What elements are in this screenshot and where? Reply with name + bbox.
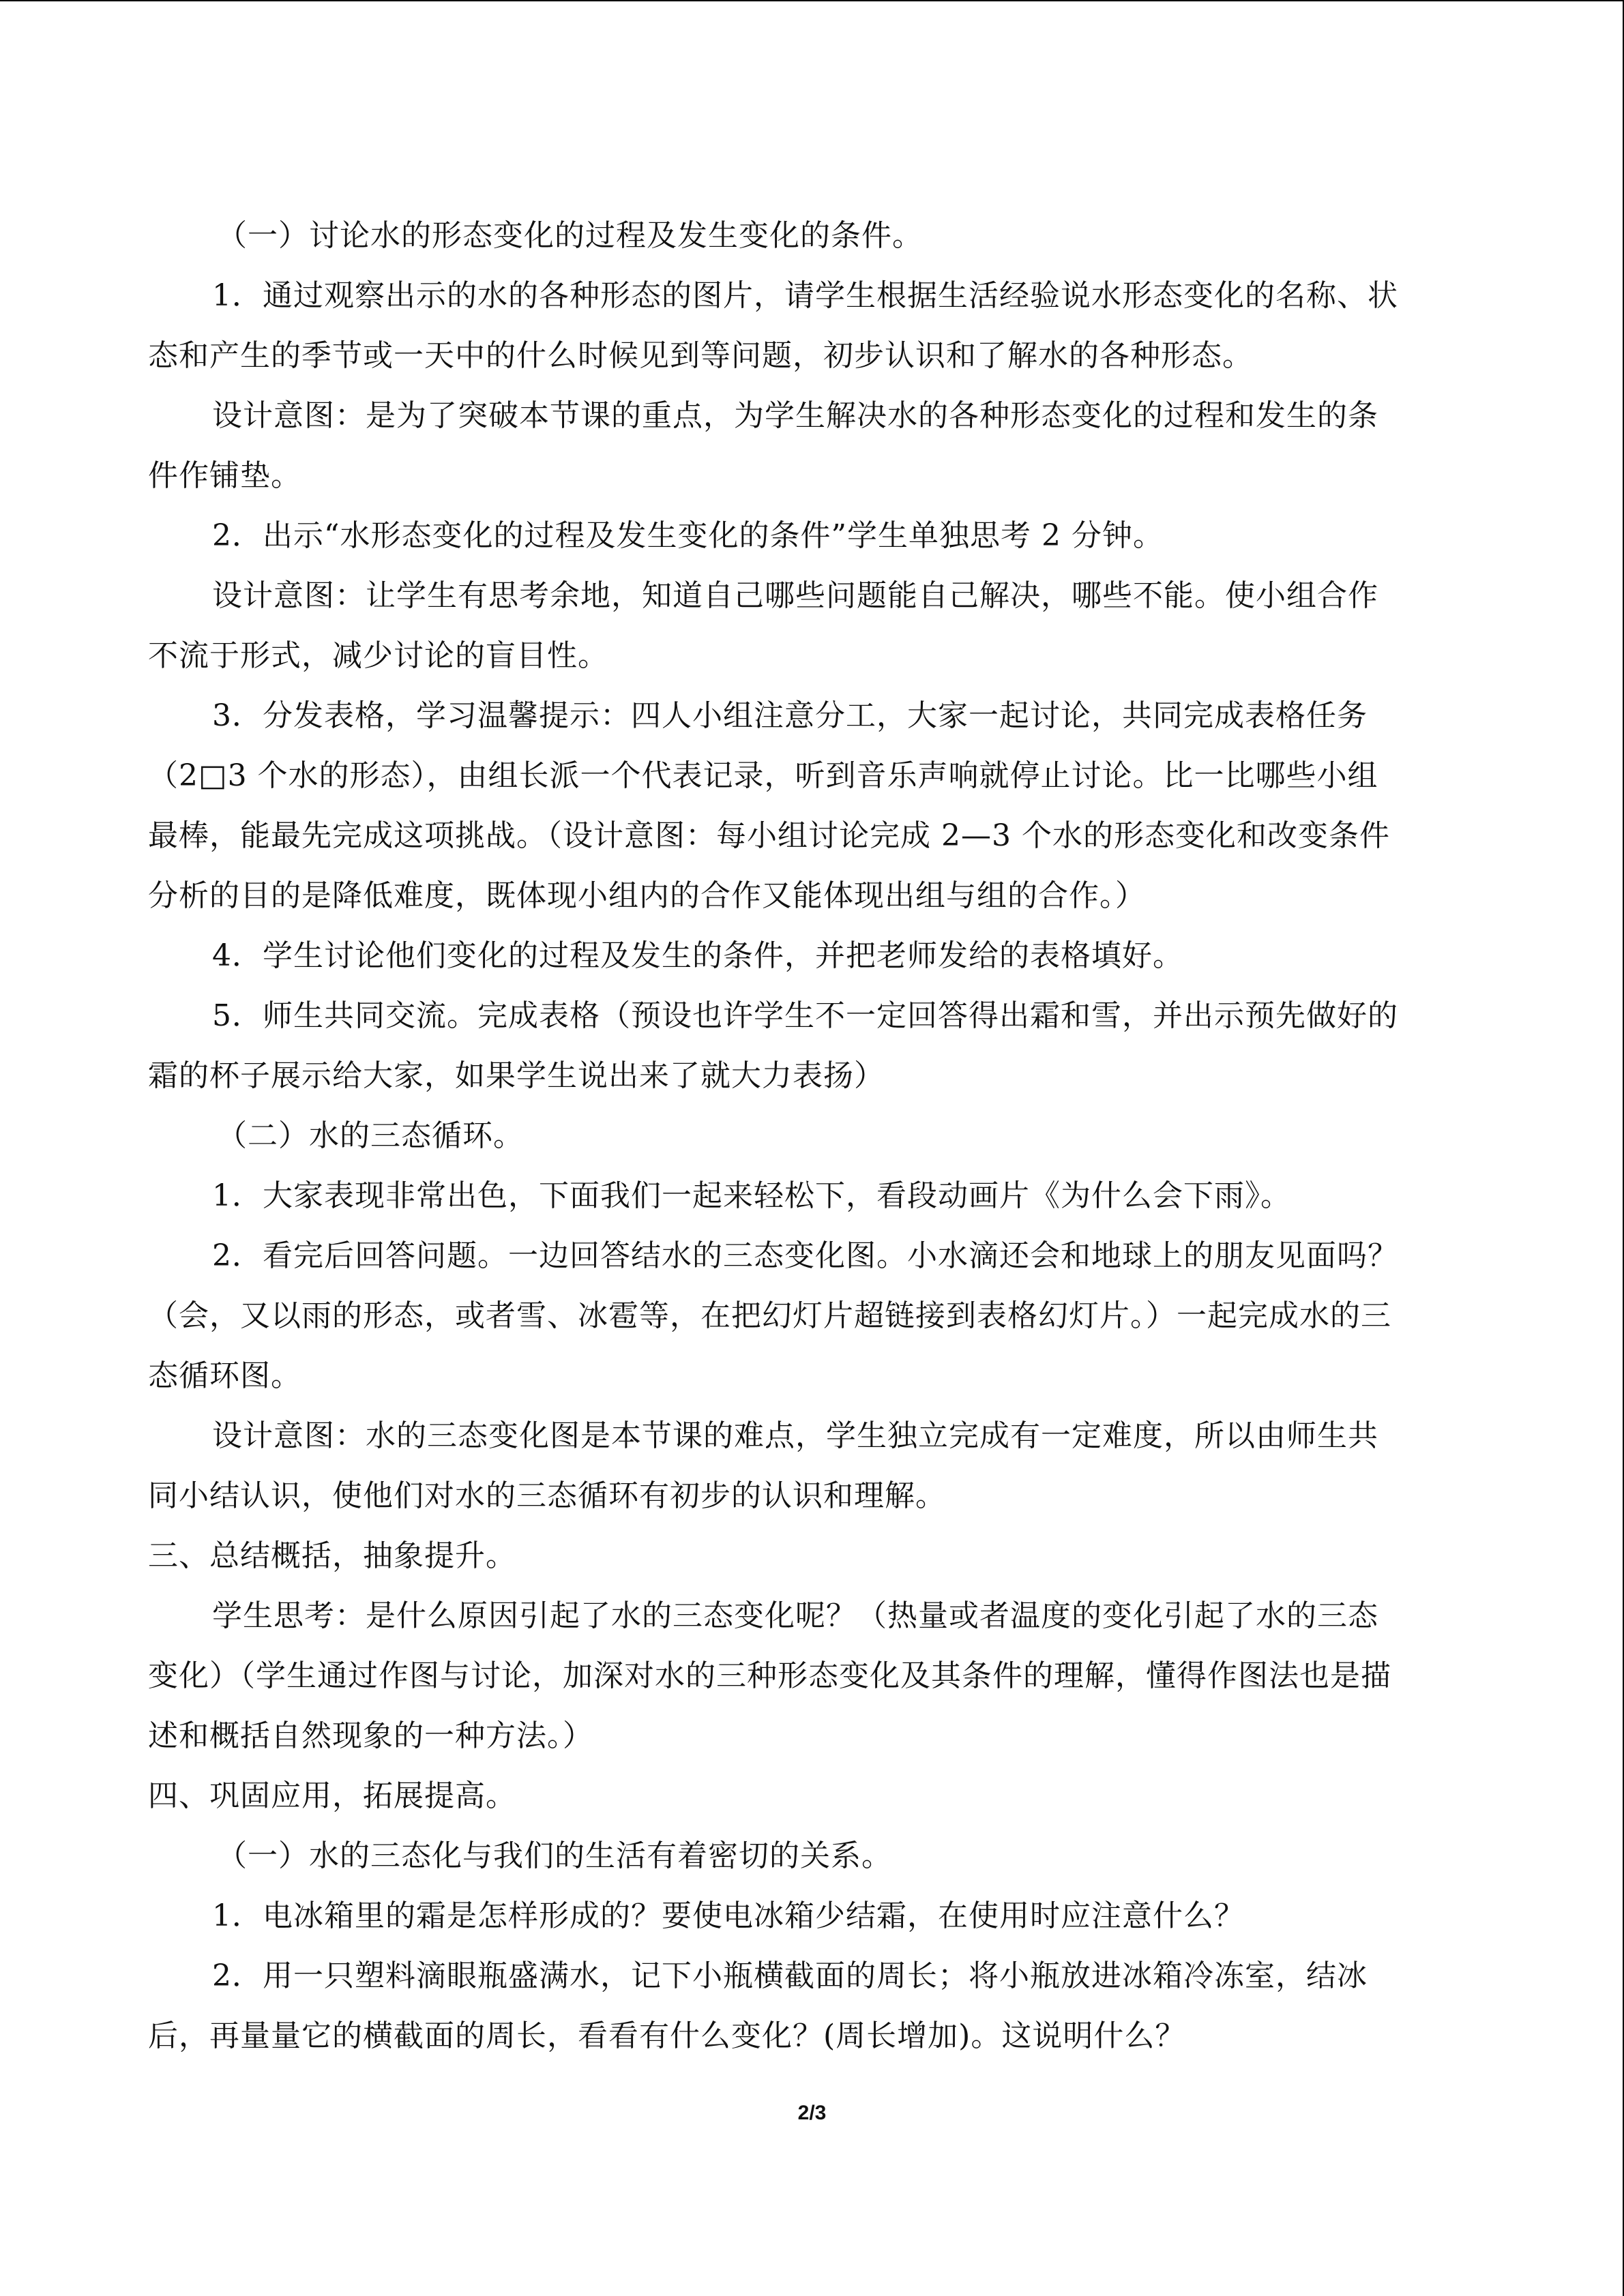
- paragraph-line: 1．大家表现非常出色，下面我们一起来轻松下，看段动画片《为什么会下雨》。: [212, 1178, 1291, 1213]
- paragraph-line: 设计意图：水的三态变化图是本节课的难点，学生独立完成有一定难度，所以由师生共: [212, 1418, 1378, 1453]
- paragraph-line: 变化）（学生通过作图与讨论，加深对水的三种形态变化及其条件的理解，懂得作图法也是描: [148, 1658, 1391, 1693]
- paragraph-line: 述和概括自然现象的一种方法。）: [148, 1718, 593, 1753]
- paragraph-line: 1．通过观察出示的水的各种形态的图片，请学生根据生活经验说水形态变化的名称、状: [212, 278, 1398, 313]
- paragraph-line: 不流于形式，减少讨论的盲目性。: [148, 638, 608, 673]
- paragraph-line: 同小结认识，使他们对水的三态循环有初步的认识和理解。: [148, 1478, 946, 1513]
- paragraph-line: （会，又以雨的形态，或者雪、冰雹等，在把幻灯片超链接到表格幻灯片。）一起完成水的三: [148, 1298, 1391, 1333]
- section-heading-summary: 三、总结概括，抽象提升。: [148, 1538, 516, 1573]
- section-heading-discussion: （一）讨论水的形态变化的过程及发生变化的条件。: [217, 218, 923, 253]
- paragraph-line: 2．用一只塑料滴眼瓶盛满水，记下小瓶横截面的周长；将小瓶放进冰箱冷冻室，结冰: [212, 1958, 1368, 1993]
- paragraph-line: 1．电冰箱里的霜是怎样形成的？要使电冰箱少结霜，在使用时应注意什么？: [212, 1898, 1245, 1933]
- paragraph-line: 后，再量量它的横截面的周长，看看有什么变化？(周长增加)。这说明什么？: [148, 2018, 1186, 2053]
- paragraph-line: 设计意图：让学生有思考余地，知道自己哪些问题能自己解决，哪些不能。使小组合作: [212, 578, 1378, 613]
- paragraph-line: 霜的杯子展示给大家，如果学生说出来了就大力表扬）: [148, 1058, 885, 1093]
- paragraph-line: 5．师生共同交流。完成表格（预设也许学生不一定回答得出霜和雪，并出示预先做好的: [212, 998, 1398, 1033]
- section-heading-daily-life: （一）水的三态化与我们的生活有着密切的关系。: [217, 1838, 892, 1873]
- section-heading-application: 四、巩固应用，拓展提高。: [148, 1778, 516, 1813]
- section-heading-water-cycle: （二）水的三态循环。: [217, 1118, 524, 1153]
- paragraph-line: 学生思考：是什么原因引起了水的三态变化呢？（热量或者温度的变化引起了水的三态: [212, 1598, 1378, 1633]
- paragraph-line: 4．学生讨论他们变化的过程及发生的条件，并把老师发给的表格填好。: [212, 938, 1183, 973]
- paragraph-line: 3．分发表格，学习温馨提示：四人小组注意分工，大家一起讨论，共同完成表格任务: [212, 698, 1368, 733]
- paragraph-line: 2．看完后回答问题。一边回答结水的三态变化图。小水滴还会和地球上的朋友见面吗？: [212, 1238, 1398, 1273]
- paragraph-line: 件作铺垫。: [148, 458, 301, 493]
- paragraph-line: 分析的目的是降低难度，既体现小组内的合作又能体现出组与组的合作。）: [148, 878, 1146, 913]
- paragraph-line: 2．出示“水形态变化的过程及发生变化的条件”学生单独思考 2 分钟。: [212, 518, 1164, 553]
- paragraph-line: 设计意图：是为了突破本节课的重点，为学生解决水的各种形态变化的过程和发生的条: [212, 398, 1378, 433]
- paragraph-line: 最棒，能最先完成这项挑战。（设计意图：每小组讨论完成 2—3 个水的形态变化和改变条件: [148, 818, 1390, 853]
- paragraph-line: （2□3 个水的形态），由组长派一个代表记录，听到音乐声响就停止讨论。比一比哪些小组: [148, 758, 1378, 793]
- page-number: 2/3: [797, 2102, 827, 2124]
- paragraph-line: 态循环图。: [148, 1358, 301, 1393]
- document-body: [148, 206, 1478, 2066]
- paragraph-line: 态和产生的季节或一天中的什么时候见到等问题，初步认识和了解水的各种形态。: [148, 338, 1253, 373]
